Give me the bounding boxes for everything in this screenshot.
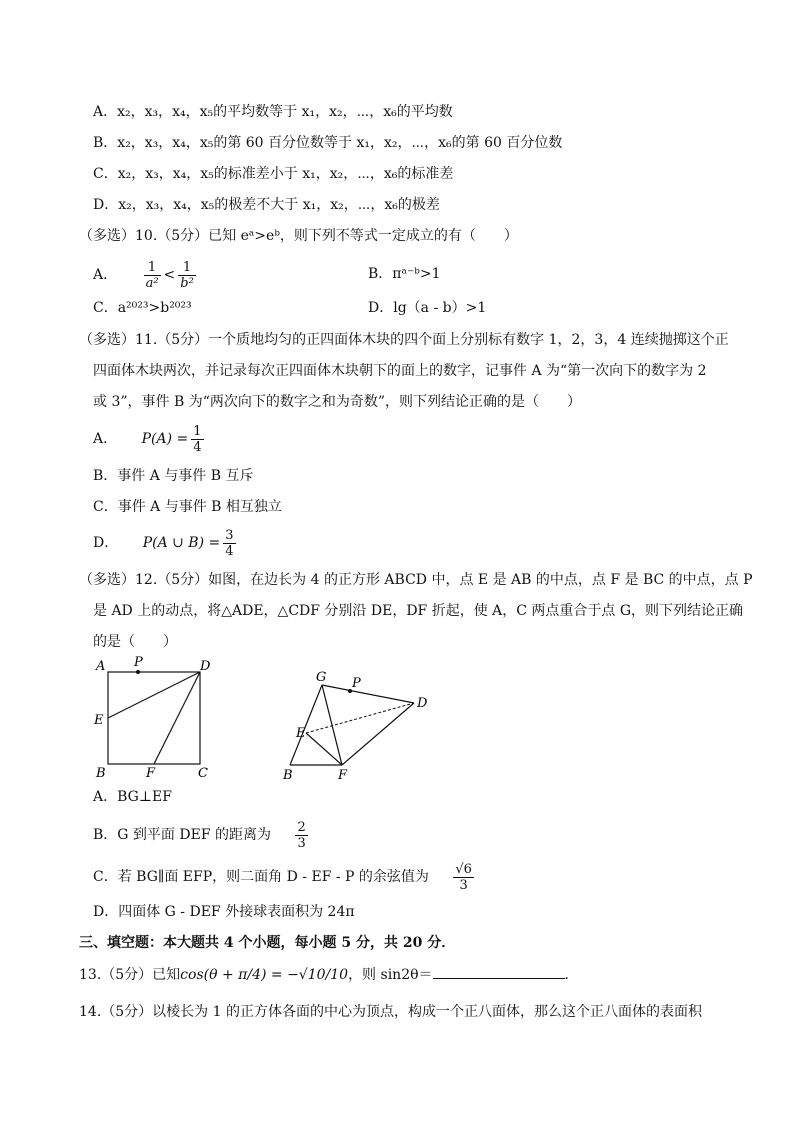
fig2-label-f: F [338, 768, 348, 783]
q11-option-b: B．事件 A 与事件 B 互斥 [93, 468, 254, 484]
q12-stem-line2: 是 AD 上的动点，将△ADE，△CDF 分别沿 DE，DF 折起，使 A，C 两点重合于点 G，则下列结论正确 [93, 603, 744, 619]
q12-stem-line1: （多选）12.（5分）如图，在边长为 4 的正方形 ABCD 中，点 E 是 AB 的中点，点 F 是 BC 的中点，点 P [79, 572, 753, 588]
q10-option-b: B．πᵃ⁻ᵇ>1 [368, 266, 441, 282]
fig1-label-a: A [96, 659, 106, 674]
q12-figure-tetrahedron [280, 665, 440, 785]
q11-stem-line1: （多选）11.（5分）一个质地均匀的正四面体木块的四个面上分别标有数字 1，2，3，4 连续抛掷这个正 [79, 332, 729, 348]
fig2-label-g: G [316, 670, 327, 685]
q10-stem: （多选）10.（5分）已知 eᵃ>eᵇ，则下列不等式一定成立的有（ ） [79, 228, 518, 244]
fig1-label-e: E [94, 713, 104, 728]
q11-stem-line2: 四面体木块两次，并记录每次正四面体木块朝下的面上的数字，记事件 A 为“第一次向下的数字为 2 [93, 363, 707, 379]
fig1-label-d: D [200, 659, 211, 674]
q12-option-b: B．G 到平面 DEF 的距离为 $\frac{2}{3}$ [93, 819, 306, 851]
q11-option-c: C．事件 A 与事件 B 相互独立 [93, 499, 282, 515]
fig2-label-b: B [283, 768, 293, 783]
q13-answer-blank [433, 964, 565, 979]
q11-option-d: D． P(A ∪ B) = $\frac{3}{4}$ [93, 527, 234, 559]
q12-stem-line3: 的是（ ） [93, 634, 177, 650]
q10-option-a: A． $\frac{1}{\text{a²}}$ < $\frac{1}{\text{b²}}$ [93, 259, 194, 291]
q9-option-a: A．x₂，x₃，x₄，x₅的平均数等于 x₁，x₂，⋯，x₆的平均数 [93, 104, 453, 120]
fig1-label-b: B [96, 766, 106, 781]
fig1-label-f: F [146, 766, 156, 781]
fig2-label-d: D [417, 696, 428, 711]
fig2-label-p: P [352, 676, 361, 691]
q9-option-b: B．x₂，x₃，x₄，x₅的第 60 百分位数等于 x₁，x₂，⋯，x₆的第 60 百分位数 [93, 135, 563, 151]
q14: 14.（5分）以棱长为 1 的正方体各面的中心为顶点，构成一个正八面体，那么这个正八面体的表面积 [79, 1004, 702, 1020]
q9-option-c: C．x₂，x₃，x₄，x₅的标准差小于 x₁，x₂，⋯，x₆的标准差 [93, 166, 454, 182]
fig1-label-c: C [198, 766, 208, 781]
q11-stem-line3: 或 3”，事件 B 为“两次向下的数字之和为奇数”，则下列结论正确的是（ ） [93, 394, 582, 410]
fig1-label-p: P [134, 655, 143, 670]
q9-option-d: D．x₂，x₃，x₄，x₅的极差不大于 x₁，x₂，⋯，x₆的极差 [93, 197, 440, 213]
q10-option-d: D．lg（a - b）>1 [368, 300, 487, 316]
q12-option-d: D．四面体 G - DEF 外接球表面积为 24π [93, 904, 355, 920]
section-3-heading: 三、填空题：本大题共 4 个小题，每小题 5 分，共 20 分． [79, 935, 456, 951]
q12-option-a: A．BG⊥EF [93, 789, 172, 805]
q10-option-c: C．a²⁰²³>b²⁰²³ [93, 300, 192, 316]
fig2-label-e: E [296, 726, 306, 741]
q12-option-c: C．若 BG∥面 EFP，则二面角 D - EF - P 的余弦值为 $\frac{√6}{3}$ [93, 861, 472, 893]
q12-figure-square [88, 652, 228, 782]
q13: 13.（5分）已知cos(θ + π/4) = −√10/10，则 sin2θ＝ ． [79, 962, 579, 988]
q11-option-a: A． P(A) = $\frac{1}{4}$ [93, 423, 202, 455]
